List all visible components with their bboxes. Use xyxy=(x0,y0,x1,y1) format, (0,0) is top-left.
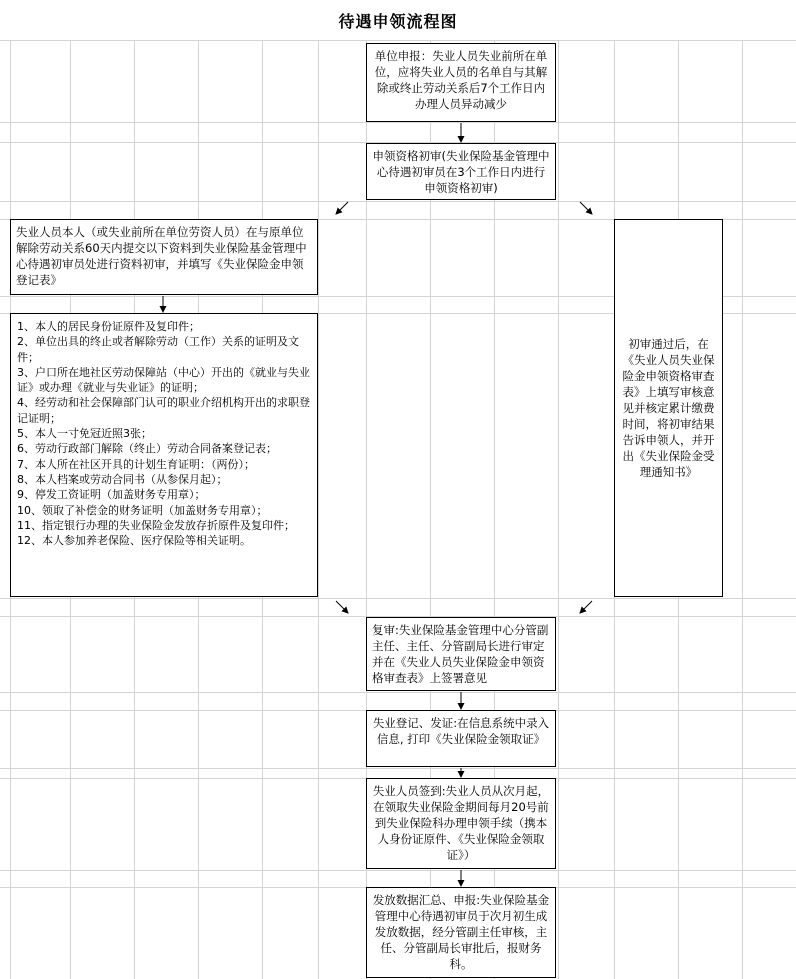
materials-list-box xyxy=(10,313,318,597)
approval-note-text: 初审通过后，在《失业人员失业保险金申领资格审查表》上填写审核意见并核定累计缴费时间，将初审结果告诉申领人，并开出《失业保险金受理通知书》 xyxy=(622,337,715,479)
registration-box: 失业登记、发证:在信息系统中录入信息, 打印《失业保险金领取证》 xyxy=(366,710,556,767)
materials-list-item: 5、本人一寸免冠近照3张； xyxy=(17,427,152,441)
initial-review-box: 申领资格初审(失业保险基金管理中心待遇初审员在3个工作日内进行申领资格初审) xyxy=(366,143,556,200)
unit-report-box: 单位申报：失业人员失业前所在单位，应将失业人员的名单自与其解除或终止劳动关系后7个工作日内办理人员异动减少 xyxy=(366,43,556,122)
materials-list-item: 9、停发工资证明（加盖财务专用章）； xyxy=(17,488,206,502)
materials-list-item: 11、指定银行办理的失业保险金发放存折原件及复印件； xyxy=(17,518,295,532)
second-review-box: 复审:失业保险基金管理中心分管副主任、主任、分管副局长进行审定并在《失业人员失业保险金申领资格审查表》上签署意见 xyxy=(366,617,556,691)
materials-list-item: 12、本人参加养老保险、医疗保险等相关证明。 xyxy=(17,534,251,548)
page-title: 待遇申领流程图 xyxy=(338,11,458,31)
materials-list-item: 8、本人档案或劳动合同书（从参保月起）； xyxy=(17,472,228,486)
payment-box: 发放数据汇总、申报:失业保险基金管理中心待遇初审员于次月初生成发放数据，经分管副主任审核，主任、分管副局长审批后，报财务科。 xyxy=(366,887,556,978)
materials-list-item: 2、单位出具的终止或者解除劳动（工作）关系的证明及文件； xyxy=(17,335,299,364)
materials-list-item: 4、经劳动和社会保障部门认可的职业介绍机构开出的求职登记证明； xyxy=(17,396,310,425)
materials-list-item: 7、本人所在社区开具的计划生育证明：（两份）； xyxy=(17,457,255,471)
applicant-submit-box: 失业人员本人（或失业前所在单位劳资人员）在与原单位解除劳动关系60天内提交以下资料到失业保险基金管理中心待遇初审员处进行资料初审，并填写《失业保险金申领登记表》 xyxy=(10,219,318,295)
approval-note-box xyxy=(614,219,723,597)
materials-list-item: 1、本人的居民身份证原件及复印件； xyxy=(17,320,200,333)
materials-list-item: 6、劳动行政部门解除（终止）劳动合同备案登记表； xyxy=(17,442,277,456)
materials-list-item: 3、户口所在地社区劳动保障站（中心）开出的《就业与失业证》或办理《就业与失业证》的证明； xyxy=(17,365,310,395)
sign-in-box: 失业人员签到:失业人员从次月起，在领取失业保险金期间每月20号前到失业保险科办理申领手续（携本人身份证原件、《失业保险金领取证》） xyxy=(366,778,556,869)
materials-list-item: 10、领取了补偿金的财务证明（加盖财务专用章）； xyxy=(17,503,268,517)
